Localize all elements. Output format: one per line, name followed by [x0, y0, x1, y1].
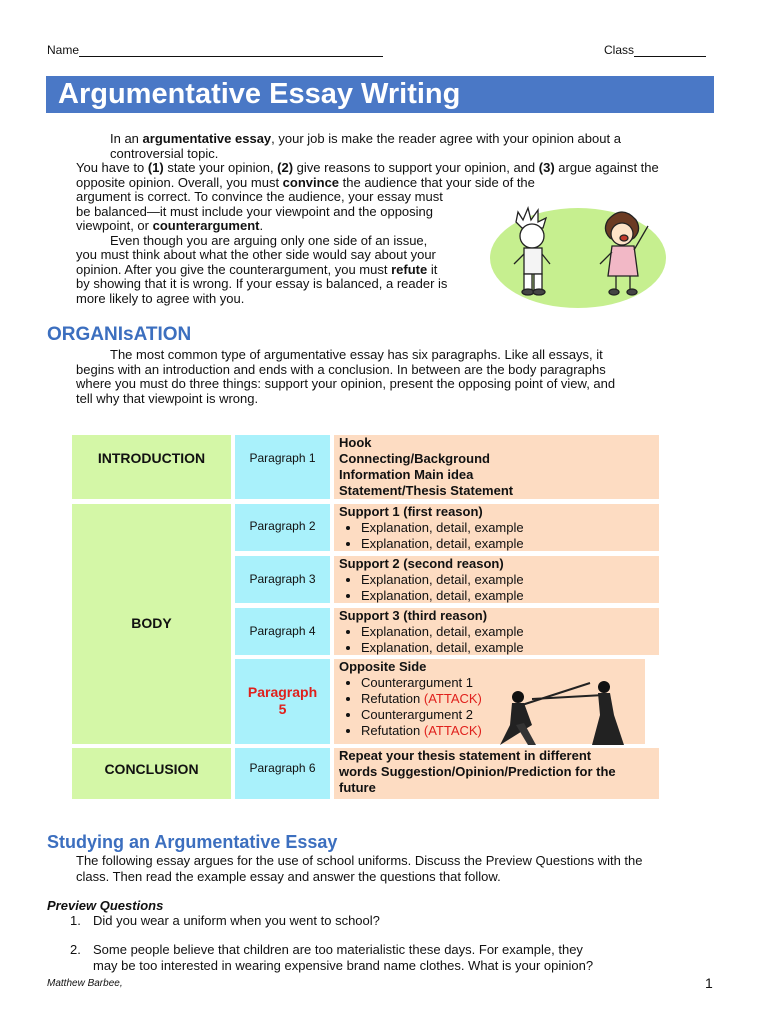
name-underline [79, 43, 383, 57]
page-title: Argumentative Essay Writing [58, 78, 461, 110]
conclusion-detail: Repeat your thesis statement in different words Suggestion/Opinion/Prediction for the future [334, 748, 659, 799]
paragraph-5-label-1: Paragraph [247, 684, 318, 700]
support-2-detail: Support 2 (second reason) • Explanation, detail, example • Explanation, detail, example [334, 556, 659, 603]
paragraph-5-label-2: 5 [278, 701, 287, 717]
footer-author: Matthew Barbee, [47, 978, 123, 989]
paragraph-1-cell: Paragraph 1 [235, 435, 330, 499]
paragraph-5-cell [235, 659, 330, 744]
body-cell [72, 504, 231, 744]
studying-heading: Studying an Argumentative Essay [47, 832, 338, 852]
page-number: 1 [705, 975, 713, 991]
organisation-text: The most common type of argumentative essay has six paragraphs. Like all essays, it begins with an introduction and ends with a conclusion. In between are the body paragraphs where you must do three things: support your opinion, present the opposing point of view, and tell why that viewpoint is wrong. [76, 347, 616, 406]
preview-question-2: 2. Some people believe that children are too materialistic these days. For example, they may be too interested in wearing expensive brand name clothes. What is your opinion? [70, 942, 594, 973]
conclusion-label: CONCLUSION [104, 761, 199, 777]
organisation-heading: ORGANIsATION [47, 324, 192, 345]
class-label: Class [604, 43, 635, 57]
support-1-detail: Support 1 (first reason) • Explanation, detail, example • Explanation, detail, example [334, 504, 659, 551]
paragraph-6-cell: Paragraph 6 [235, 748, 330, 799]
preview-question-1: 1. Did you wear a uniform when you went to school? [70, 913, 380, 928]
introduction-detail: Hook Connecting/Background Information Main idea Statement/Thesis Statement [334, 435, 659, 499]
title-banner [46, 76, 714, 113]
opposite-side-detail: Opposite Side • Counterargument 1 • Refutation (ATTACK) • Counterargument 2 • Refutation (ATTACK) [334, 659, 645, 744]
paragraph-4-cell: Paragraph 4 [235, 608, 330, 655]
paragraph-3-cell: Paragraph 3 [235, 556, 330, 603]
paragraph-2-cell: Paragraph 2 [235, 504, 330, 551]
introduction-label: INTRODUCTION [97, 450, 206, 466]
class-underline [634, 43, 706, 57]
name-field [47, 43, 383, 57]
intro-text: In an argumentative essay, your job is make the reader agree with your opinion about a controversial topic. You have to (1) state your opinion, (2) give reasons to support your opinion, and (3) argue against the opposite opinion. Overall, you must convince the audience that your side of the argument is correct. To convince the audience, your essay must be balanced—it must include your viewpoint and the opposing viewpoint, or counterargument. Even though you are arguing only one side of an issue, you must think about what the other side would say about your opinion. After you give the counterargument, you must refute it by showing that it is wrong. If your essay is balanced, a reader is more likely to agree with you. [76, 131, 659, 306]
class-field [604, 43, 706, 57]
support-3-detail: Support 3 (third reason) • Explanation, detail, example • Explanation, detail, example [334, 608, 659, 655]
introduction-cell [72, 435, 231, 499]
name-label: Name [47, 43, 80, 57]
fencers-illustration [492, 675, 632, 747]
conclusion-cell [72, 748, 231, 799]
body-label: BODY [131, 615, 172, 631]
studying-text: The following essay argues for the use of school uniforms. Discuss the Preview Questions with the class. Then read the example essay and answer the questions that follow. [76, 853, 643, 884]
preview-heading: Preview Questions [47, 898, 164, 913]
arguing-kids-illustration [488, 198, 668, 310]
